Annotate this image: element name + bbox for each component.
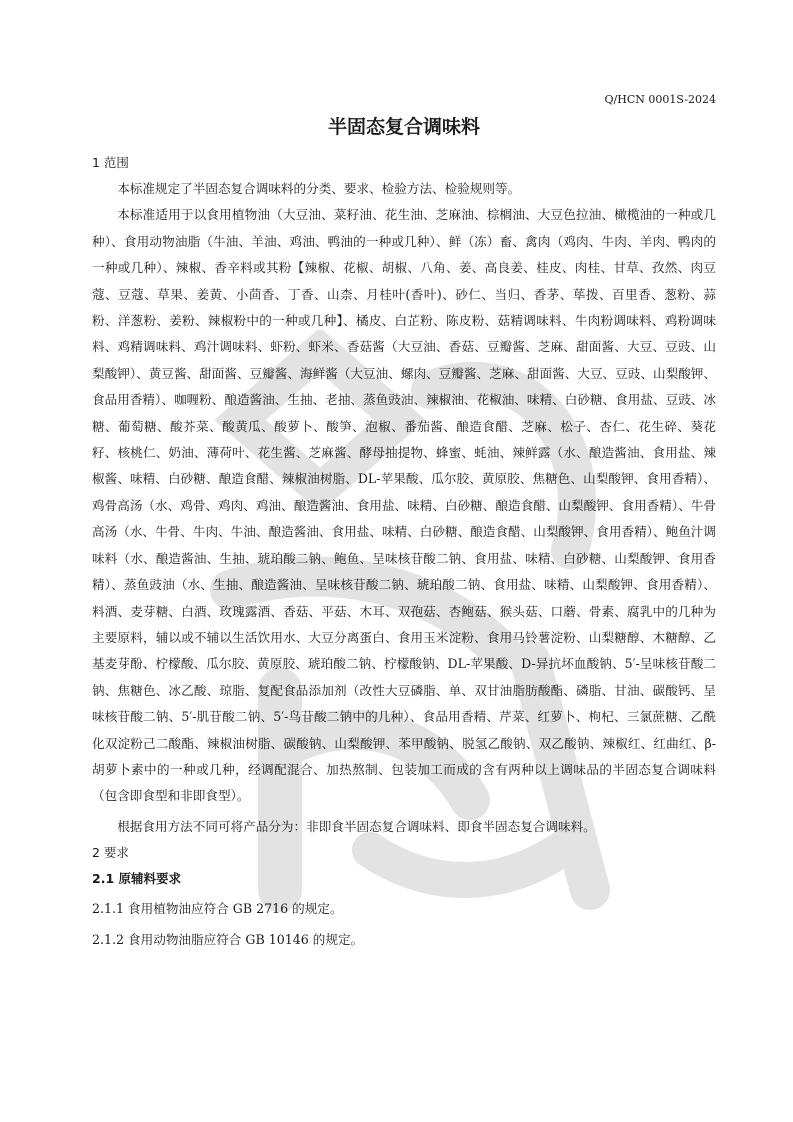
subsection-heading-materials: 2.1 原辅料要求 [92, 871, 181, 887]
clause-2-1-2: 2.1.2 食用动物油脂应符合 GB 10146 的规定。 [92, 931, 364, 947]
document-body [92, 92, 716, 953]
scope-paragraph-1: 本标准规定了半固态复合调味料的分类、要求、检验方法、检验规则等。 [117, 181, 521, 196]
clause-2-1-1: 2.1.1 食用植物油应符合 GB 2716 的规定。 [92, 901, 343, 917]
standard-code: Q/HCN 0001S-2024 [604, 93, 716, 106]
document-title: 半固态复合调味料 [327, 116, 480, 138]
scope-paragraph-3: 根据食用方法不同可将产品分为：非即食半固态复合调味料、即食半固态复合调味料。 [117, 818, 596, 834]
section-heading-scope: 1 范围 [92, 155, 129, 170]
scope-paragraph-2: 本标准适用于以食用植物油（大豆油、菜籽油、花生油、芝麻油、棕榈油、大豆色拉油、橄榄油的一种或几种）、食用动物油脂（牛油、羊油、鸡油、鸭油的一种或几种）、鲜（冻）畜、禽肉（鸡肉、牛肉、羊肉、鸭肉的一种或几种）、辣椒、香辛料或其粉【辣椒、花椒、胡椒、八角、姜、高良姜、桂皮、肉桂、甘草、孜然、肉豆蔻、豆蔻、草果、姜黄、小茴香、丁香、山柰、月桂叶(香叶)、砂仁、当归、香茅、荜拨、百里香、葱粉、蒜粉、洋葱粉、姜粉、辣椒粉中的一种或几种】、橘皮、白芷粉、陈皮粉、菇精调味料、牛肉粉调味料、鸡粉调味料、鸡精调味料、鸡汁调味料、虾粉、虾米、香菇酱（大豆油、香菇、豆瓣酱、芝麻、甜面酱、大豆、豆豉、山梨酸钾）、黄豆酱、甜面酱、豆瓣酱、海鲜酱（大豆油、螺肉、豆瓣酱、芝麻、甜面酱、大豆、豆豉、山梨酸钾、食品用香精）、咖喱粉、酿造酱油、生抽、老抽、蒸鱼豉油、辣椒油、花椒油、味精、白砂糖、食用盐、豆豉、冰糖、葡萄糖、酸芥菜、酸黄瓜、酸萝卜、酸笋、泡椒、番茄酱、酿造食醋、芝麻、松子、杏仁、花生碎、葵花籽、核桃仁、奶油、薄荷叶、花生酱、芝麻酱、酵母抽提物、蜂蜜、蚝油、辣鲜露（水、酿造酱油、食用盐、辣椒酱、味精、白砂糖、酿造食醋、辣椒油树脂、DL-苹果酸、瓜尔胶、黄原胶、焦糖色、山梨酸钾、食用香精）、鸡骨高汤（水、鸡骨、鸡肉、鸡油、酿造酱油、食用盐、味精、白砂糖、酿造食醋、山梨酸钾、食用香精）、牛骨高汤（水、牛骨、牛肉、牛油、酿造酱油、食用盐、味精、白砂糖、酿造食醋、山梨酸钾、食用香精）、鲍鱼汁调味料（水、酿造酱油、生抽、琥珀酸二钠、鲍鱼、呈味核苷酸二钠、食用盐、味精、白砂糖、山梨酸钾、食用香精）、蒸鱼豉油（水、生抽、酿造酱油、呈味核苷酸二钠、琥珀酸二钠、食用盐、味精、山梨酸钾、食用香精）、料酒、麦芽糖、白酒、玫瑰露酒、香菇、平菇、木耳、双孢菇、杏鲍菇、猴头菇、口蘑、骨素、腐乳中的几种为主要原料，辅以或不辅以生活饮用水、大豆分离蛋白、食用玉米淀粉、食用马铃薯淀粉、山梨糖醇、木糖醇、乙基麦芽酚、柠檬酸、瓜尔胶、黄原胶、琥珀酸二钠、柠檬酸钠、DL-苹果酸、D-异抗坏血酸钠、5′-呈味核苷酸二钠、焦糖色、冰乙酸、琼脂、复配食品添加剂（改性大豆磷脂、单、双甘油脂肪酸酯、磷脂、甘油、碳酸钙、呈味核苷酸二钠、5′-肌苷酸二钠、5′-鸟苷酸二钠中的几种）、食品用香精、芹菜、红萝卜、枸杞、三氯蔗糖、乙酰化双淀粉己二酸酯、辣椒油树脂、碳酸钠、山梨酸钾、苯甲酸钠、脱氢乙酸钠、双乙酸钠、辣椒红、红曲红、β-胡萝卜素中的一种或几种，经调配混合、加热熬制、包装加工而成的含有两种以上调味品的半固态复合调味料（包含即食型和非即食型）。 [92, 207, 716, 804]
section-heading-requirements: 2 要求 [92, 845, 129, 861]
